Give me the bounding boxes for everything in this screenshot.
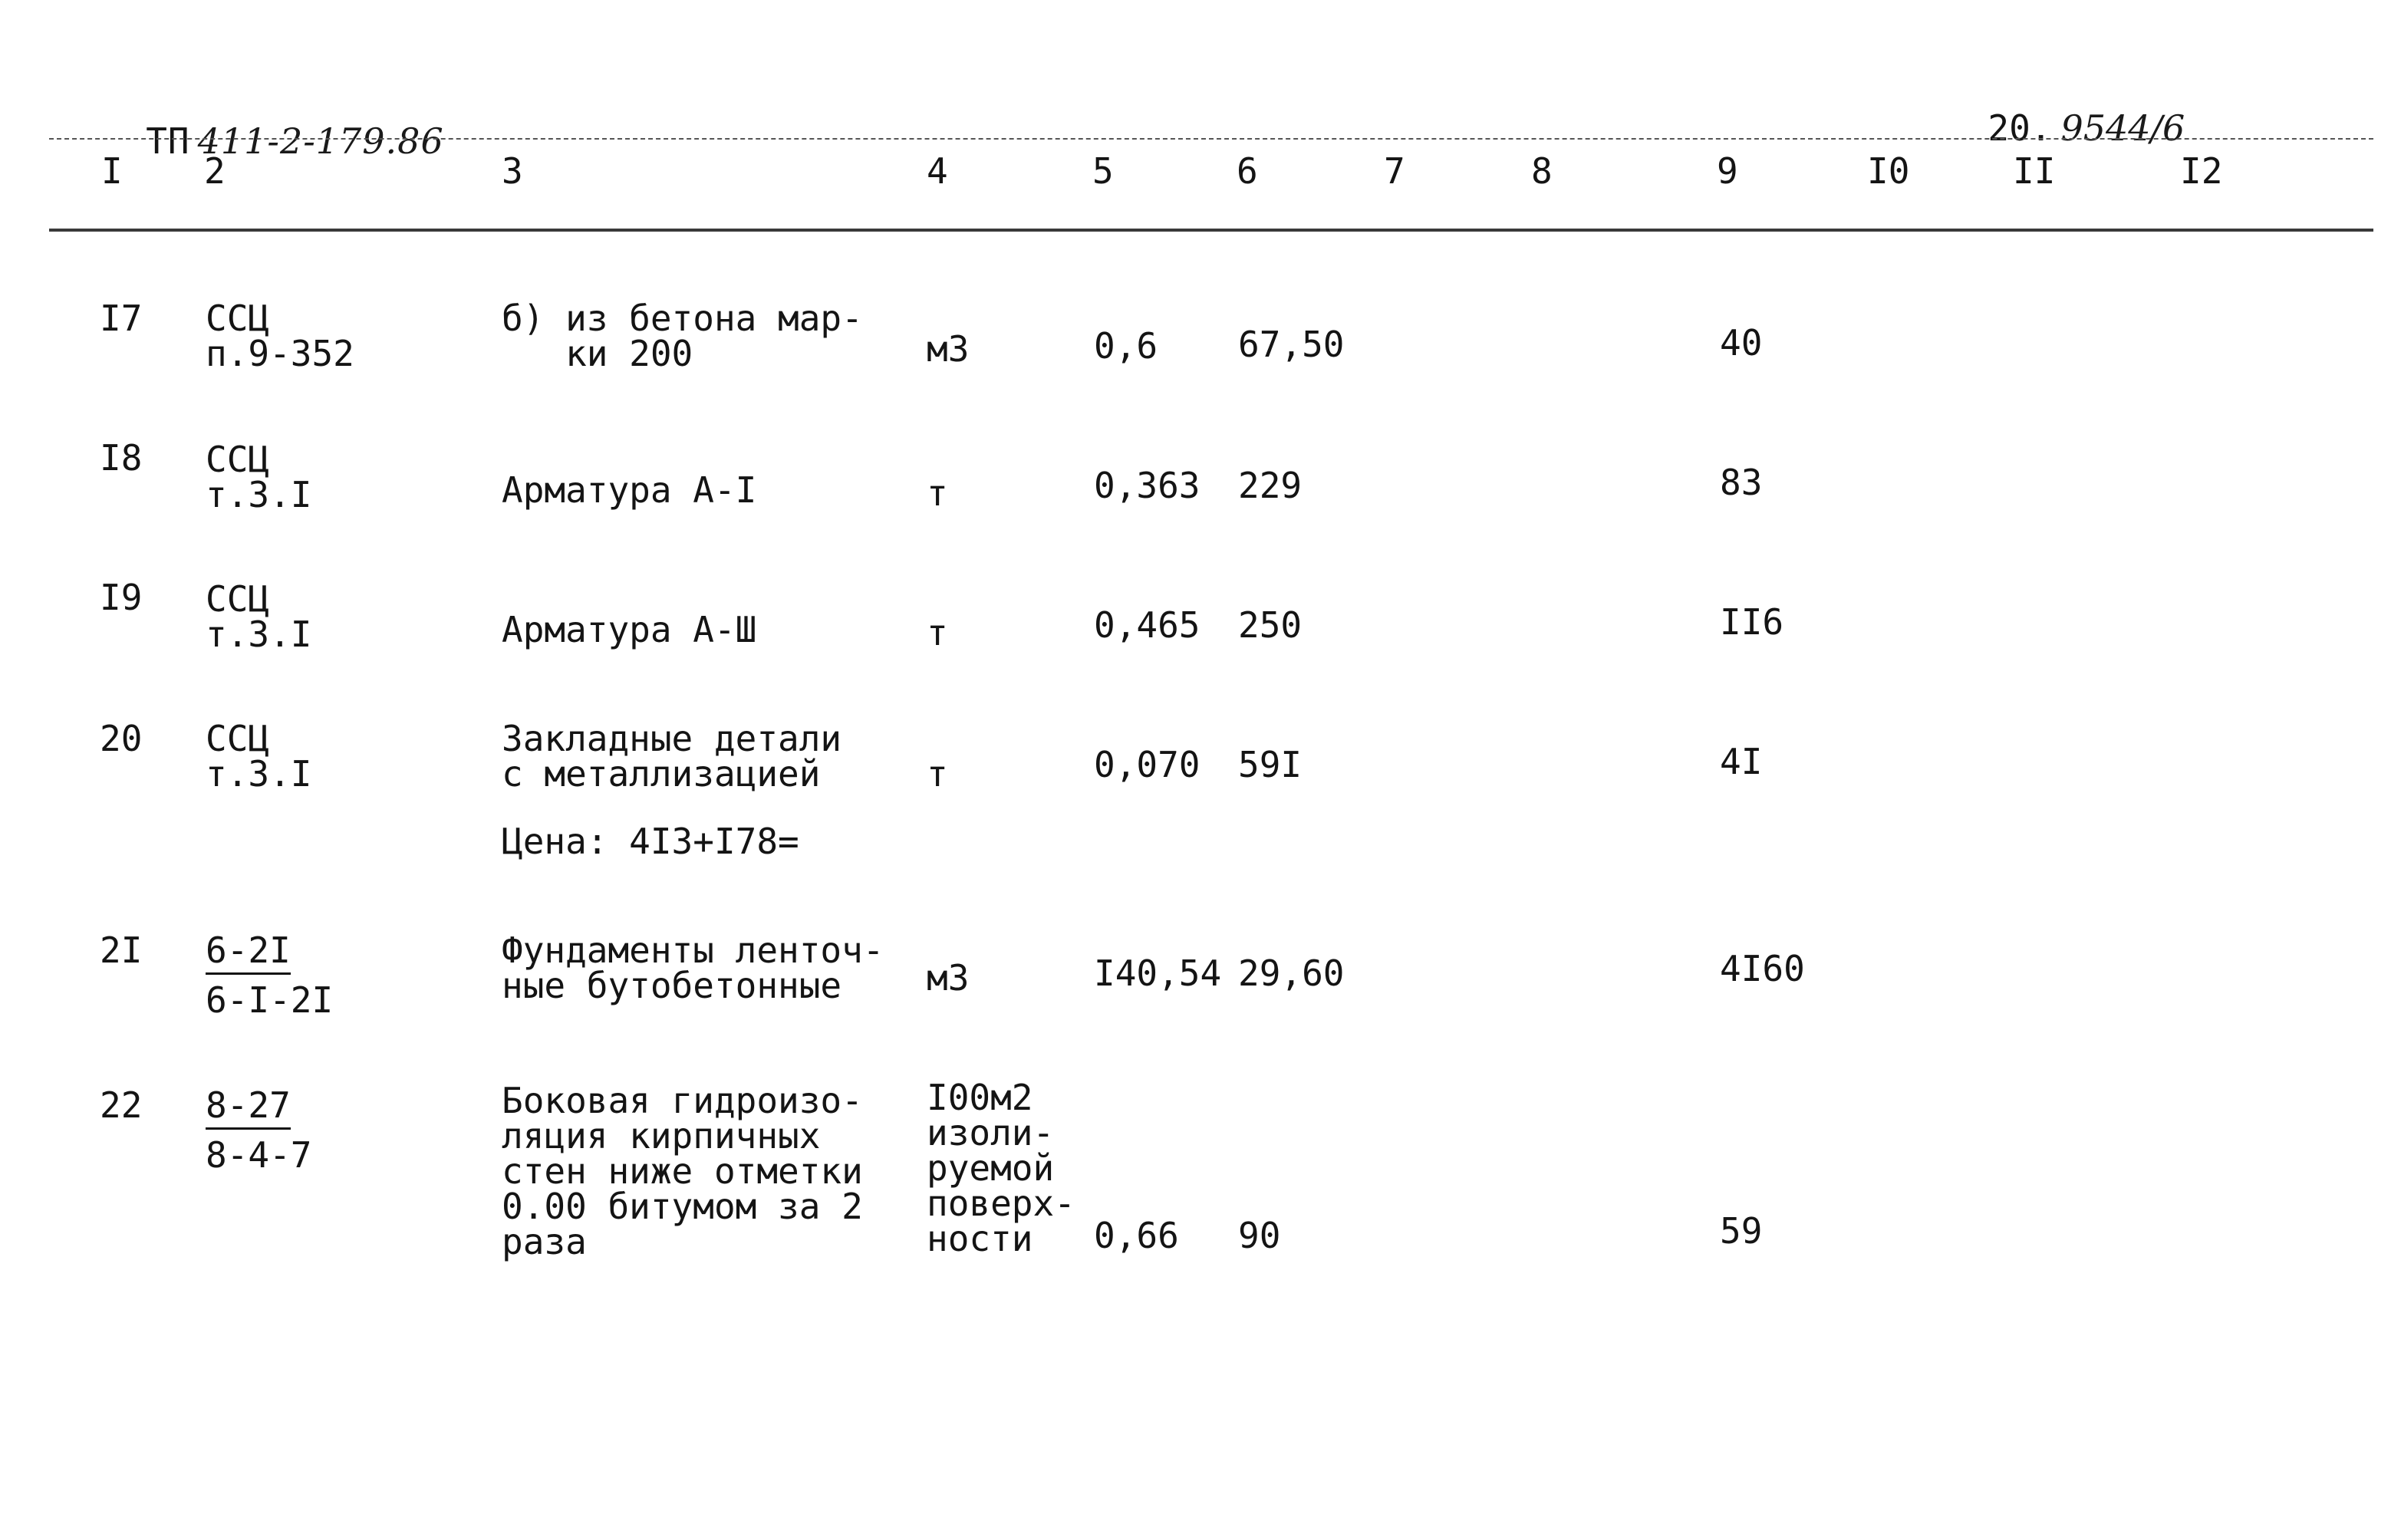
header-bottom-rule — [49, 229, 2373, 232]
source-numerator: 8-27 — [206, 1088, 291, 1130]
row-quantity: 0,6 — [1094, 325, 1158, 367]
page-number: 20. — [1988, 107, 2052, 149]
row-total: 59 — [1720, 1210, 1763, 1252]
row-total: 4I — [1720, 741, 1763, 782]
row-price: 59I — [1238, 744, 1303, 785]
column-number: II — [2013, 150, 2056, 192]
source-denominator: 8-4-7 — [206, 1134, 312, 1176]
row-total: 83 — [1720, 462, 1763, 503]
row-unit: т — [927, 472, 948, 514]
row-quantity: 0,465 — [1094, 604, 1200, 646]
row-source: ССЦ т.3.I — [206, 578, 312, 655]
row-total: 4I60 — [1720, 948, 1805, 989]
row-number: 22 — [100, 1084, 143, 1126]
row-quantity: 0,66 — [1094, 1215, 1179, 1256]
row-number: I9 — [100, 577, 143, 618]
row-price: 250 — [1238, 604, 1303, 646]
project-code-handwritten: 411-2-179.86 — [197, 120, 444, 162]
column-number: 8 — [1531, 150, 1553, 192]
row-source-fraction — [206, 930, 334, 1021]
row-quantity: 0,070 — [1094, 744, 1200, 785]
page-number-block — [1945, 66, 2185, 149]
column-number: 9 — [1717, 150, 1738, 192]
source-numerator: 6-2I — [206, 933, 291, 975]
row-source: ССЦ п.9-352 — [206, 298, 354, 374]
row-number: I7 — [100, 298, 143, 339]
column-number: 3 — [502, 150, 523, 192]
row-unit: м3 — [927, 328, 970, 370]
album-number: 9544/6 — [2060, 107, 2185, 149]
row-total: 40 — [1720, 322, 1763, 364]
column-number: 2 — [204, 150, 226, 192]
column-number: I — [101, 150, 123, 192]
row-source-fraction — [206, 1084, 312, 1176]
row-price-note: Цена: 4I3+I78= — [502, 821, 799, 862]
row-name: б) из бетона мар- ки 200 — [502, 298, 863, 374]
row-number: 2I — [100, 930, 143, 971]
row-price: 229 — [1238, 465, 1303, 506]
row-source: ССЦ т.3.I — [206, 439, 312, 515]
row-price: 67,50 — [1238, 324, 1345, 365]
column-number: 4 — [927, 150, 948, 192]
row-quantity: 0,363 — [1094, 465, 1200, 506]
row-total: II6 — [1720, 601, 1784, 643]
row-number: I8 — [100, 437, 143, 479]
row-quantity: I40,54 — [1094, 953, 1222, 994]
column-number: I0 — [1867, 150, 1910, 192]
row-name: Боковая гидроизо- ляция кирпичных стен ниже отметки 0.00 битумом за 2 раза — [502, 1080, 863, 1262]
column-number: I2 — [2180, 150, 2223, 192]
row-source: ССЦ т.3.I — [206, 718, 312, 795]
row-name: Арматура А-Ш — [502, 609, 757, 650]
row-name: Арматура А-I — [502, 469, 757, 511]
project-code — [98, 74, 444, 163]
row-price: 29,60 — [1238, 953, 1345, 994]
row-price: 90 — [1238, 1215, 1281, 1256]
row-unit: м3 — [927, 957, 970, 999]
column-number: 6 — [1237, 150, 1258, 192]
column-number: 5 — [1092, 150, 1114, 192]
row-unit: т — [927, 612, 948, 653]
row-name: Закладные детали с металлизацией — [502, 718, 842, 795]
row-name: Фундаменты ленточ- ные бутобетонные — [502, 930, 884, 1006]
column-number: 7 — [1384, 150, 1405, 192]
project-prefix: ТП — [146, 120, 190, 162]
row-number: 20 — [100, 718, 143, 759]
header-top-rule — [49, 138, 2373, 140]
source-denominator: 6-I-2I — [206, 979, 334, 1021]
row-unit: I00м2 изоли- руемой поверх- ности — [927, 1077, 1075, 1259]
row-unit: т — [927, 753, 948, 795]
